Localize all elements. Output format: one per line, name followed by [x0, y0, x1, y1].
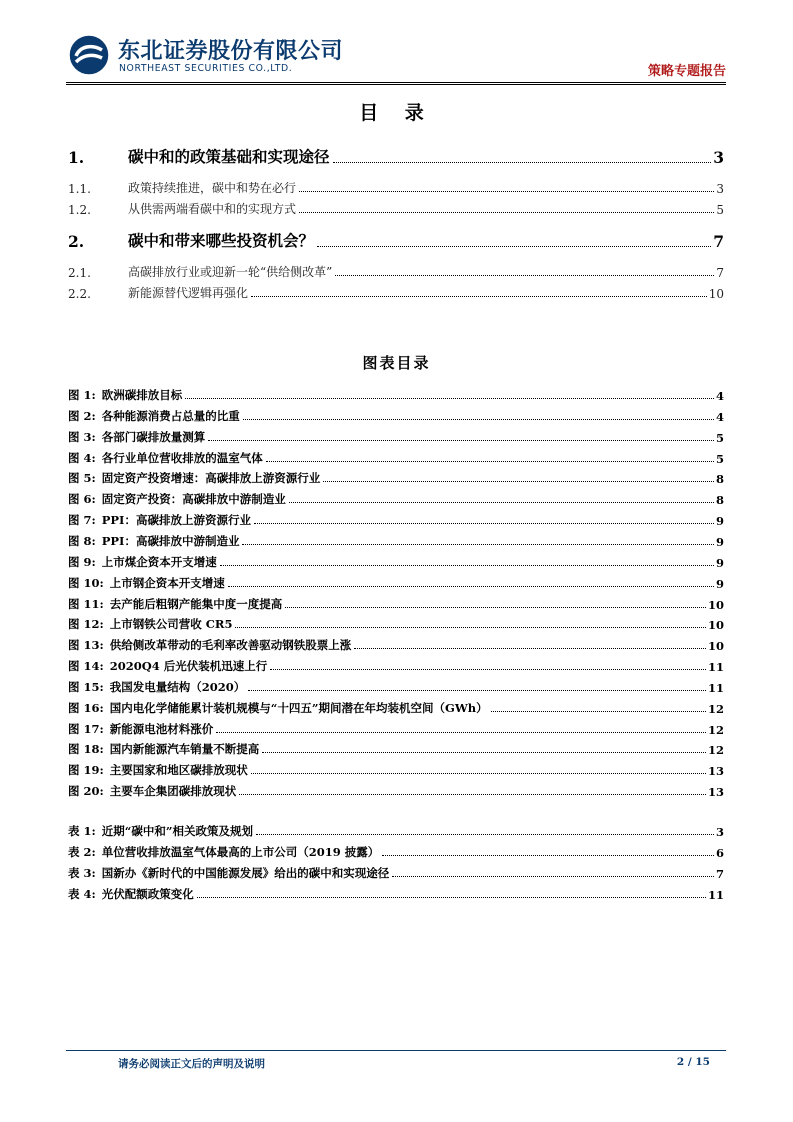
table-entry[interactable] — [68, 865, 724, 881]
figure-list-title: 图表目录 — [362, 354, 431, 372]
table-entry[interactable] — [68, 844, 724, 860]
figure-entry[interactable] — [68, 721, 724, 737]
figure-entry[interactable] — [68, 408, 724, 424]
toc-entry-text: 碳中和的政策基础和实现途径 — [128, 147, 330, 166]
entry-page: 3 — [715, 825, 724, 839]
dot-leader — [242, 544, 714, 545]
entry-number: 图 7: — [68, 513, 96, 528]
figure-entry[interactable] — [68, 491, 724, 507]
entry-number: 图 8: — [68, 533, 96, 548]
entry-text: 光伏配额政策变化 — [101, 886, 194, 901]
entry-page: 8 — [715, 493, 724, 508]
dot-leader — [266, 461, 714, 462]
entry-page: 5 — [715, 451, 724, 466]
dot-leader — [354, 648, 706, 649]
report-header — [66, 30, 726, 82]
dot-leader — [248, 690, 706, 691]
dot-leader — [285, 607, 706, 608]
entry-page: 9 — [715, 555, 724, 570]
dot-leader — [317, 246, 711, 247]
entry-number: 图 19: — [68, 763, 104, 778]
figure-entry[interactable] — [68, 741, 724, 757]
toc-entry-number: 1.2. — [68, 203, 91, 217]
figure-entry[interactable] — [68, 637, 724, 653]
toc-entry[interactable] — [68, 283, 724, 301]
dot-leader — [299, 212, 714, 213]
dot-leader — [197, 897, 706, 898]
toc-entry-text: 高碳排放行业或迎新一轮“供给侧改革” — [128, 265, 333, 279]
toc-entry-text: 碳中和带来哪些投资机会？ — [128, 231, 315, 250]
figure-entry[interactable] — [68, 429, 724, 445]
entry-number: 图 14: — [68, 659, 104, 674]
disclaimer-note: 请务必阅读正文后的声明及说明 — [118, 1058, 265, 1070]
entry-text: 国内新能源汽车销量不断提高 — [109, 742, 260, 757]
entry-number: 图 16: — [68, 700, 104, 715]
entry-text: 上市煤企资本开支增速 — [101, 554, 217, 569]
entry-number: 图 11: — [68, 596, 104, 611]
entry-page: 9 — [715, 514, 724, 529]
entry-page: 12 — [707, 743, 724, 758]
entry-page: 7 — [715, 866, 724, 881]
entry-text: 新能源电池材料涨价 — [109, 721, 214, 736]
footer-divider — [66, 1050, 726, 1051]
entry-number: 图 10: — [68, 575, 104, 590]
toc-entry-page: 7 — [713, 232, 724, 251]
dot-leader — [323, 481, 714, 482]
entry-number: 图 17: — [68, 721, 104, 736]
toc-entry-text: 新能源替代逻辑再强化 — [128, 286, 249, 300]
entry-number: 图 4: — [68, 450, 96, 465]
entry-page: 11 — [707, 680, 724, 695]
entry-page: 10 — [707, 618, 724, 633]
entry-page: 13 — [707, 785, 724, 800]
header-divider — [66, 82, 726, 83]
entry-text: 固定资产投资增速：高碳排放上游资源行业 — [101, 471, 321, 486]
dot-leader — [228, 586, 714, 587]
dot-leader — [251, 773, 706, 774]
entry-text: 各行业单位营收排放的温室气体 — [101, 450, 263, 465]
company-name-cn: 东北证券股份有限公司 — [118, 39, 344, 64]
figure-entry[interactable] — [68, 658, 724, 674]
entry-page: 4 — [715, 389, 724, 403]
entry-page: 11 — [707, 887, 724, 902]
entry-number: 表 2: — [68, 844, 96, 859]
entry-text: 主要国家和地区碳排放现状 — [109, 763, 248, 778]
entry-text: 欧洲碳排放目标 — [101, 388, 183, 402]
toc-entry[interactable] — [68, 199, 724, 217]
entry-number: 图 5: — [68, 471, 96, 486]
dot-leader — [216, 732, 706, 733]
figure-entry[interactable] — [68, 512, 724, 528]
entry-number: 图 6: — [68, 492, 96, 507]
entry-number: 表 1: — [68, 824, 96, 838]
entry-text: 国新办《新时代的中国能源发展》给出的碳中和实现途径 — [101, 865, 390, 880]
entry-number: 图 13: — [68, 638, 104, 653]
entry-text: 主要车企集团碳排放现状 — [109, 784, 237, 799]
toc-entry-page: 3 — [716, 182, 724, 196]
entry-text: 上市钢铁公司营收 CR5 — [109, 617, 233, 632]
entry-text: PPI：高碳排放中游制造业 — [101, 533, 240, 548]
entry-number: 图 9: — [68, 554, 96, 569]
entry-number: 图 1: — [68, 388, 96, 402]
entry-page: 10 — [707, 597, 724, 612]
toc-entry[interactable] — [68, 178, 724, 196]
report-type-label: 策略专题报告 — [647, 64, 726, 79]
entry-page: 4 — [715, 409, 724, 424]
dot-leader — [254, 523, 714, 524]
entry-text: PPI：高碳排放上游资源行业 — [101, 513, 251, 528]
figure-entry[interactable] — [68, 616, 724, 632]
entry-text: 近期“碳中和”相关政策及规划 — [101, 824, 253, 838]
entry-number: 图 12: — [68, 617, 104, 632]
entry-text: 各种能源消费占总量的比重 — [101, 408, 240, 423]
figure-entry[interactable] — [68, 596, 724, 612]
entry-text: 上市钢企资本开支增速 — [109, 575, 225, 590]
toc-entry-number: 1. — [68, 148, 85, 167]
entry-page: 11 — [707, 660, 724, 675]
figure-entry[interactable] — [68, 387, 724, 403]
dot-leader — [239, 794, 706, 795]
header-divider-thin — [66, 84, 726, 85]
dot-leader — [299, 191, 714, 192]
dot-leader — [208, 440, 714, 441]
toc-entry[interactable] — [68, 145, 724, 167]
figure-entry[interactable] — [68, 554, 724, 570]
dot-leader — [392, 876, 714, 877]
figure-entry[interactable] — [68, 700, 724, 716]
toc-entry-page: 7 — [716, 266, 724, 280]
entry-page: 8 — [715, 472, 724, 487]
entry-number: 图 20: — [68, 784, 104, 799]
dot-leader — [256, 834, 714, 835]
dot-leader — [235, 627, 706, 628]
entry-text: 国内电化学储能累计装机规模与“十四五”期间潜在年均装机空间（GWh） — [109, 700, 488, 715]
figure-entry[interactable] — [68, 762, 724, 778]
dot-leader — [243, 419, 714, 420]
entry-text: 固定资产投资：高碳排放中游制造业 — [101, 492, 286, 507]
table-entry[interactable] — [68, 886, 724, 902]
dot-leader — [491, 711, 706, 712]
toc-entry-text: 政策持续推进，碳中和势在必行 — [128, 181, 297, 195]
entry-page: 13 — [707, 764, 724, 779]
toc-entry[interactable] — [68, 229, 724, 251]
entry-number: 图 2: — [68, 408, 96, 423]
entry-number: 表 4: — [68, 886, 96, 901]
dot-leader — [382, 855, 714, 856]
entry-page: 9 — [715, 534, 724, 549]
dot-leader — [270, 669, 706, 670]
dot-leader — [251, 296, 707, 297]
company-name-en: NORTHEAST SECURITIES CO.,LTD. — [119, 63, 293, 74]
toc-entry-number: 1.1. — [68, 182, 91, 196]
dot-leader — [335, 275, 714, 276]
toc-entry-number: 2.2. — [68, 287, 91, 301]
toc-entry-page: 5 — [716, 203, 724, 217]
dot-leader — [262, 752, 706, 753]
toc-title: 目 录 — [359, 102, 434, 124]
dot-leader — [220, 565, 714, 566]
entry-text: 各部门碳排放量测算 — [101, 429, 206, 444]
dot-leader — [185, 398, 714, 399]
entry-page: 5 — [715, 430, 724, 445]
toc-entry-text: 从供需两端看碳中和的实现方式 — [128, 202, 297, 216]
entry-page: 9 — [715, 576, 724, 591]
entry-text: 单位营收排放温室气体最高的上市公司（2019 披露） — [101, 844, 380, 859]
entry-number: 表 3: — [68, 865, 96, 880]
toc-entry-number: 2.1. — [68, 266, 91, 280]
entry-page: 10 — [707, 639, 724, 654]
figure-entry[interactable] — [68, 679, 724, 695]
figure-entry[interactable] — [68, 450, 724, 466]
entry-text: 我国发电量结构（2020） — [109, 679, 246, 694]
page-number: 2 / 15 — [676, 1056, 710, 1068]
table-entry[interactable] — [68, 823, 724, 839]
figure-entry[interactable] — [68, 783, 724, 799]
toc-entry-page: 10 — [708, 287, 724, 301]
entry-text: 2020Q4 后光伏装机迅速上行 — [109, 659, 268, 674]
toc-entry[interactable] — [68, 262, 724, 280]
toc-entry-number: 2. — [68, 232, 85, 251]
entry-text: 供给侧改革带动的毛利率改善驱动钢铁股票上涨 — [109, 638, 352, 653]
dot-leader — [333, 162, 712, 163]
entry-page: 6 — [715, 845, 724, 860]
company-logo-icon — [68, 34, 110, 76]
entry-text: 去产能后粗钢产能集中度一度提高 — [109, 596, 283, 611]
entry-page: 12 — [707, 722, 724, 737]
entry-number: 图 15: — [68, 679, 104, 694]
entry-page: 12 — [707, 701, 724, 716]
entry-number: 图 18: — [68, 742, 104, 757]
figure-entry[interactable] — [68, 575, 724, 591]
figure-entry[interactable] — [68, 533, 724, 549]
figure-entry[interactable] — [68, 470, 724, 486]
toc-entry-page: 3 — [713, 148, 724, 167]
dot-leader — [289, 502, 714, 503]
entry-number: 图 3: — [68, 429, 96, 444]
